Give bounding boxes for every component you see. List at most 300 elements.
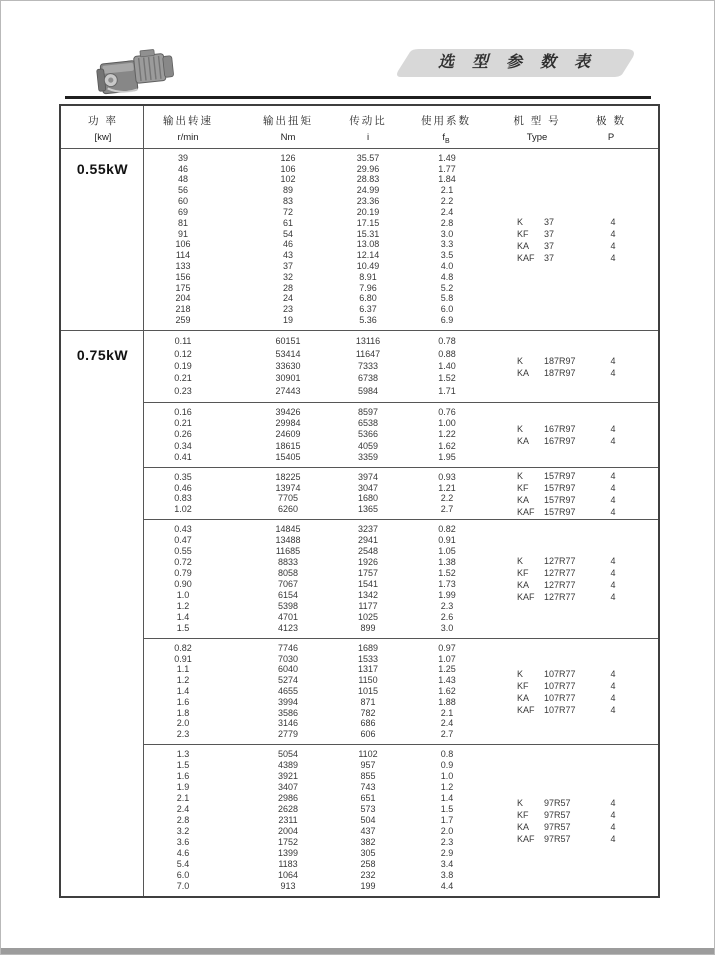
speed-cell: 0.34 bbox=[174, 440, 192, 451]
ratio-cell: 6738 bbox=[357, 373, 379, 384]
model-code: 187R97 bbox=[544, 367, 576, 378]
service-factor-cell: 0.78 bbox=[438, 336, 456, 347]
model-prefix: KAF bbox=[517, 252, 535, 263]
service-factor-cell: 2.1 bbox=[440, 185, 454, 196]
model-code: 127R77 bbox=[544, 556, 576, 566]
service-factor-cell: 1.0 bbox=[440, 771, 454, 781]
speed-cell: 1.1 bbox=[176, 664, 190, 675]
model-code: 157R97 bbox=[544, 482, 576, 493]
model-code: 97R57 bbox=[544, 809, 571, 820]
service-factor-cell: 1.43 bbox=[438, 675, 456, 686]
model-prefix: KF bbox=[517, 680, 529, 691]
footer-bar bbox=[1, 948, 714, 954]
model-row bbox=[517, 494, 662, 506]
header-rule bbox=[65, 96, 651, 99]
speed-cell: 46 bbox=[177, 163, 189, 174]
torque-cell: 18225 bbox=[275, 471, 301, 482]
ratio-cell: 6538 bbox=[357, 418, 379, 429]
ratio-cell: 1757 bbox=[357, 568, 379, 578]
poles-value: 4 bbox=[610, 482, 616, 493]
torque-cell: 46 bbox=[282, 239, 294, 250]
header-torque-zh: 输出扭矩 bbox=[263, 115, 313, 127]
ratio-cell: 957 bbox=[360, 760, 376, 770]
speed-cell: 1.9 bbox=[176, 782, 190, 792]
speed-cell: 39 bbox=[177, 152, 189, 163]
poles-value: 4 bbox=[610, 216, 616, 227]
ratio-cell: 15.31 bbox=[356, 228, 380, 239]
ratio-cell: 3359 bbox=[357, 451, 379, 462]
torque-cell: 7705 bbox=[277, 493, 299, 504]
torque-cell: 19 bbox=[282, 315, 294, 325]
speed-cell: 0.35 bbox=[174, 471, 192, 482]
service-factor-cell: 0.76 bbox=[438, 407, 456, 418]
ratio-cell: 258 bbox=[360, 859, 376, 869]
torque-cell: 8058 bbox=[277, 568, 299, 578]
model-code: 107R77 bbox=[544, 668, 576, 679]
model-row bbox=[517, 797, 662, 809]
speed-cell: 1.2 bbox=[176, 601, 190, 611]
torque-cell: 18615 bbox=[275, 440, 301, 451]
poles-value: 4 bbox=[610, 494, 616, 505]
speed-cell: 3.2 bbox=[176, 826, 190, 836]
model-list bbox=[517, 745, 662, 896]
speed-cell: 1.5 bbox=[176, 623, 190, 633]
model-prefix: KAF bbox=[517, 833, 535, 844]
torque-cell: 3407 bbox=[277, 782, 299, 792]
service-factor-cell: 0.91 bbox=[438, 535, 456, 545]
model-code: 97R57 bbox=[544, 821, 571, 832]
service-factor-cell: 2.2 bbox=[440, 493, 454, 504]
header-cell-speed bbox=[163, 113, 213, 143]
service-factor-cell: 1.77 bbox=[438, 163, 456, 174]
torque-cell: 15405 bbox=[275, 451, 301, 462]
speed-cell: 1.5 bbox=[176, 760, 190, 770]
service-factor-cell: 0.93 bbox=[438, 471, 456, 482]
model-code: 37 bbox=[544, 228, 555, 239]
torque-cell: 5054 bbox=[277, 749, 299, 759]
ratio-cell: 11647 bbox=[355, 348, 381, 359]
service-factor-cell: 6.0 bbox=[440, 304, 454, 315]
poles-value: 4 bbox=[610, 809, 616, 820]
ratio-cell: 8.91 bbox=[359, 271, 377, 282]
poles-value: 4 bbox=[610, 797, 616, 808]
speed-cell: 133 bbox=[175, 260, 191, 271]
torque-cell: 6040 bbox=[277, 664, 299, 675]
model-code: 37 bbox=[544, 216, 555, 227]
model-row bbox=[517, 591, 662, 603]
torque-cell: 14845 bbox=[275, 524, 301, 534]
header-poles-unit: P bbox=[607, 132, 615, 143]
speed-cell: 1.2 bbox=[176, 675, 190, 686]
ratio-cell: 1541 bbox=[357, 579, 379, 589]
speed-cell: 0.91 bbox=[174, 653, 192, 664]
speed-cell: 0.43 bbox=[174, 524, 192, 534]
ratio-block bbox=[144, 149, 658, 330]
speed-cell: 2.3 bbox=[176, 729, 190, 740]
model-prefix: KA bbox=[517, 580, 530, 590]
header-type-unit: Type bbox=[526, 132, 548, 143]
ratio-cell: 899 bbox=[360, 623, 376, 633]
ratio-cell: 1533 bbox=[357, 653, 379, 664]
model-code: 97R57 bbox=[544, 833, 571, 844]
speed-cell: 2.4 bbox=[176, 804, 190, 814]
model-prefix: KAF bbox=[517, 592, 535, 602]
speed-cell: 0.21 bbox=[174, 418, 192, 429]
speed-cell: 1.02 bbox=[174, 504, 192, 515]
model-code: 157R97 bbox=[544, 506, 576, 517]
speed-cell: 0.23 bbox=[174, 385, 192, 396]
torque-cell: 7030 bbox=[277, 653, 299, 664]
ratio-cell: 1689 bbox=[357, 642, 379, 653]
ratio-cell: 1926 bbox=[357, 557, 379, 567]
speed-cell: 2.1 bbox=[176, 793, 190, 803]
model-list bbox=[517, 403, 662, 467]
service-factor-cell: 4.8 bbox=[440, 271, 454, 282]
model-prefix: KF bbox=[517, 482, 529, 493]
speed-cell: 114 bbox=[175, 250, 191, 261]
header-factor-symbol: $f_B$ bbox=[442, 132, 450, 145]
torque-cell: 39426 bbox=[275, 407, 301, 418]
service-factor-cell: 2.1 bbox=[440, 707, 454, 718]
torque-cell: 72 bbox=[282, 206, 294, 217]
service-factor-cell: 2.0 bbox=[440, 826, 454, 836]
torque-cell: 1399 bbox=[277, 848, 299, 858]
header-cell-ratio bbox=[349, 113, 387, 143]
torque-cell: 37 bbox=[282, 260, 294, 271]
poles-value: 4 bbox=[610, 470, 616, 481]
ratio-cell: 199 bbox=[360, 881, 376, 891]
ratio-cell: 7333 bbox=[357, 360, 379, 371]
ratio-cell: 1025 bbox=[357, 612, 379, 622]
model-row bbox=[517, 821, 662, 833]
model-prefix: K bbox=[517, 797, 524, 808]
speed-cell: 0.11 bbox=[174, 336, 192, 347]
model-row bbox=[517, 482, 662, 494]
service-factor-cell: 5.2 bbox=[440, 282, 454, 293]
torque-cell: 4701 bbox=[277, 612, 299, 622]
torque-cell: 7067 bbox=[277, 579, 299, 589]
service-factor-cell: 4.0 bbox=[440, 260, 454, 271]
speed-cell: 48 bbox=[177, 174, 189, 185]
torque-cell: 43 bbox=[282, 250, 294, 261]
service-factor-cell: 3.0 bbox=[440, 623, 454, 633]
ratio-cell: 12.14 bbox=[356, 250, 380, 261]
speed-cell: 204 bbox=[175, 293, 191, 304]
speed-cell: 3.6 bbox=[176, 837, 190, 847]
ratio-cell: 1177 bbox=[358, 601, 378, 611]
model-row bbox=[517, 555, 662, 567]
speed-cell: 7.0 bbox=[176, 881, 190, 891]
service-factor-cell: 6.9 bbox=[440, 315, 454, 325]
torque-cell: 126 bbox=[280, 152, 296, 163]
header-torque-unit: Nm bbox=[280, 132, 296, 143]
model-prefix: KAF bbox=[517, 704, 535, 715]
model-row bbox=[517, 704, 662, 716]
speed-cell: 1.4 bbox=[176, 685, 190, 696]
model-list bbox=[517, 149, 662, 330]
ratio-cell: 743 bbox=[360, 782, 376, 792]
ratio-cell: 686 bbox=[360, 718, 376, 729]
ratio-cell: 3047 bbox=[357, 482, 379, 493]
torque-cell: 1183 bbox=[278, 859, 298, 869]
model-prefix: K bbox=[517, 556, 524, 566]
poles-value: 4 bbox=[610, 240, 616, 251]
ratio-block bbox=[144, 638, 658, 744]
page-title: 选 型 参 数 表 bbox=[437, 54, 597, 71]
service-factor-cell: 0.97 bbox=[438, 642, 456, 653]
service-factor-cell: 1.25 bbox=[438, 664, 456, 675]
speed-cell: 0.90 bbox=[174, 579, 192, 589]
service-factor-cell: 2.3 bbox=[440, 601, 454, 611]
ratio-cell: 4059 bbox=[357, 440, 379, 451]
speed-cell: 156 bbox=[175, 271, 191, 282]
poles-value: 4 bbox=[610, 680, 616, 691]
model-row bbox=[517, 228, 662, 240]
speed-cell: 1.8 bbox=[176, 707, 190, 718]
title-banner bbox=[394, 48, 641, 79]
model-prefix: KA bbox=[517, 436, 530, 446]
model-row bbox=[517, 692, 662, 704]
gearmotor-icon bbox=[96, 45, 184, 97]
torque-cell: 24 bbox=[282, 293, 294, 304]
poles-value: 4 bbox=[610, 580, 616, 590]
poles-value: 4 bbox=[610, 228, 616, 239]
torque-cell: 2779 bbox=[277, 729, 299, 740]
service-factor-cell: 0.82 bbox=[438, 524, 456, 534]
ratio-cell: 232 bbox=[360, 870, 376, 880]
poles-value: 4 bbox=[610, 833, 616, 844]
speed-cell: 1.4 bbox=[176, 612, 190, 622]
torque-cell: 1064 bbox=[277, 870, 299, 880]
poles-value: 4 bbox=[610, 821, 616, 832]
poles-value: 4 bbox=[610, 367, 616, 378]
ratio-cell: 2548 bbox=[357, 546, 379, 556]
model-prefix: KA bbox=[517, 692, 530, 703]
header-cell-power bbox=[88, 113, 118, 143]
torque-cell: 4389 bbox=[277, 760, 299, 770]
model-list bbox=[517, 520, 662, 638]
model-code: 167R97 bbox=[544, 436, 576, 446]
speed-cell: 1.0 bbox=[176, 590, 190, 600]
ratio-cell: 3237 bbox=[357, 524, 379, 534]
service-factor-cell: 1.84 bbox=[438, 174, 456, 185]
ratio-cell: 1102 bbox=[358, 749, 378, 759]
ratio-cell: 871 bbox=[360, 696, 376, 707]
model-prefix: KF bbox=[517, 568, 529, 578]
ratio-cell: 1342 bbox=[357, 590, 379, 600]
service-factor-cell: 1.22 bbox=[438, 429, 456, 440]
gearmotor-logo-image bbox=[96, 45, 184, 97]
torque-cell: 27443 bbox=[275, 385, 301, 396]
speed-cell: 218 bbox=[175, 304, 191, 315]
model-prefix: KA bbox=[517, 367, 530, 378]
service-factor-cell: 2.9 bbox=[440, 848, 454, 858]
ratio-block bbox=[144, 402, 658, 467]
ratio-blocks bbox=[144, 149, 658, 330]
speed-cell: 0.82 bbox=[174, 642, 192, 653]
poles-value: 4 bbox=[610, 692, 616, 703]
table-body bbox=[61, 149, 658, 896]
model-row bbox=[517, 355, 662, 367]
service-factor-cell: 1.40 bbox=[438, 360, 456, 371]
speed-cell: 60 bbox=[177, 196, 189, 207]
model-row bbox=[517, 809, 662, 821]
service-factor-cell: 1.49 bbox=[438, 152, 456, 163]
model-row bbox=[517, 680, 662, 692]
poles-value: 4 bbox=[610, 506, 616, 517]
torque-cell: 23 bbox=[282, 304, 294, 315]
poles-value: 4 bbox=[610, 556, 616, 566]
ratio-cell: 5.36 bbox=[359, 315, 377, 325]
model-row bbox=[517, 579, 662, 591]
poles-value: 4 bbox=[610, 436, 616, 446]
ratio-cell: 437 bbox=[360, 826, 376, 836]
torque-cell: 83 bbox=[282, 196, 294, 207]
model-code: 127R77 bbox=[544, 580, 576, 590]
torque-cell: 5274 bbox=[277, 675, 299, 686]
ratio-cell: 17.15 bbox=[356, 217, 380, 228]
torque-cell: 1752 bbox=[277, 837, 299, 847]
model-prefix: KAF bbox=[517, 506, 535, 517]
speed-cell: 0.72 bbox=[174, 557, 192, 567]
model-code: 127R77 bbox=[544, 592, 576, 602]
speed-cell: 106 bbox=[175, 239, 191, 250]
header-power-unit: [kw] bbox=[94, 132, 112, 143]
ratio-cell: 8597 bbox=[357, 407, 379, 418]
ratio-cell: 35.57 bbox=[356, 152, 380, 163]
power-rating-label: 0.75kW bbox=[76, 347, 129, 363]
torque-cell: 2986 bbox=[277, 793, 299, 803]
ratio-cell: 6.37 bbox=[359, 304, 377, 315]
model-code: 37 bbox=[544, 240, 555, 251]
service-factor-cell: 3.5 bbox=[440, 250, 454, 261]
torque-cell: 89 bbox=[282, 185, 294, 196]
torque-cell: 13974 bbox=[275, 482, 301, 493]
service-factor-cell: 1.2 bbox=[440, 782, 454, 792]
service-factor-cell: 2.2 bbox=[440, 196, 454, 207]
model-code: 127R77 bbox=[544, 568, 576, 578]
power-section bbox=[61, 149, 658, 330]
speed-cell: 0.47 bbox=[174, 535, 192, 545]
ratio-cell: 782 bbox=[360, 707, 376, 718]
speed-cell: 0.26 bbox=[174, 429, 192, 440]
speed-cell: 6.0 bbox=[176, 870, 190, 880]
ratio-cell: 2941 bbox=[357, 535, 379, 545]
ratio-cell: 13116 bbox=[355, 336, 381, 347]
model-prefix: KA bbox=[517, 240, 530, 251]
ratio-cell: 1015 bbox=[357, 685, 379, 696]
poles-value: 4 bbox=[610, 424, 616, 434]
speed-cell: 69 bbox=[177, 206, 189, 217]
torque-cell: 106 bbox=[280, 163, 296, 174]
speed-cell: 0.12 bbox=[174, 348, 192, 359]
torque-cell: 61 bbox=[282, 217, 294, 228]
model-prefix: KF bbox=[517, 809, 529, 820]
torque-cell: 60151 bbox=[275, 336, 301, 347]
torque-cell: 13488 bbox=[275, 535, 301, 545]
service-factor-cell: 3.0 bbox=[440, 228, 454, 239]
ratio-block bbox=[144, 331, 658, 402]
ratio-cell: 651 bbox=[360, 793, 376, 803]
model-row bbox=[517, 240, 662, 252]
model-code: 37 bbox=[544, 252, 555, 263]
model-code: 97R57 bbox=[544, 797, 571, 808]
speed-cell: 0.79 bbox=[174, 568, 192, 578]
ratio-cell: 28.83 bbox=[356, 174, 380, 185]
torque-cell: 30901 bbox=[275, 373, 301, 384]
header-power-zh: 功 率 bbox=[88, 115, 118, 127]
service-factor-cell: 1.05 bbox=[438, 546, 456, 556]
ratio-cell: 606 bbox=[360, 729, 376, 740]
model-prefix: K bbox=[517, 424, 524, 434]
ratio-cell: 20.19 bbox=[356, 206, 380, 217]
torque-cell: 2004 bbox=[277, 826, 299, 836]
model-row bbox=[517, 668, 662, 680]
model-prefix: KF bbox=[517, 228, 529, 239]
service-factor-cell: 1.07 bbox=[438, 653, 456, 664]
torque-cell: 5398 bbox=[277, 601, 299, 611]
speed-cell: 1.3 bbox=[176, 749, 190, 759]
model-list bbox=[517, 639, 662, 744]
service-factor-cell: 2.8 bbox=[440, 217, 454, 228]
model-row bbox=[517, 367, 662, 379]
torque-cell: 6154 bbox=[277, 590, 299, 600]
service-factor-cell: 3.8 bbox=[440, 870, 454, 880]
ratio-cell: 23.36 bbox=[356, 196, 380, 207]
speed-cell: 2.8 bbox=[176, 815, 190, 825]
torque-cell: 3146 bbox=[277, 718, 299, 729]
service-factor-cell: 1.88 bbox=[438, 696, 456, 707]
model-prefix: K bbox=[517, 355, 524, 366]
model-row bbox=[517, 470, 662, 482]
torque-cell: 24609 bbox=[275, 429, 301, 440]
speed-cell: 259 bbox=[175, 315, 191, 325]
power-rating-label: 0.55kW bbox=[76, 161, 129, 177]
poles-value: 4 bbox=[610, 668, 616, 679]
service-factor-cell: 1.5 bbox=[440, 804, 454, 814]
header-type-zh: 机 型 号 bbox=[513, 115, 561, 127]
torque-cell: 2628 bbox=[277, 804, 299, 814]
power-cell bbox=[61, 331, 144, 896]
header-factor-zh: 使用系数 bbox=[421, 115, 471, 127]
speed-cell: 0.16 bbox=[174, 407, 192, 418]
speed-cell: 5.4 bbox=[176, 859, 190, 869]
service-factor-cell: 2.6 bbox=[440, 612, 454, 622]
torque-cell: 29984 bbox=[275, 418, 301, 429]
service-factor-cell: 3.3 bbox=[440, 239, 454, 250]
torque-cell: 53414 bbox=[275, 348, 301, 359]
model-prefix: K bbox=[517, 470, 524, 481]
service-factor-cell: 5.8 bbox=[440, 293, 454, 304]
ratio-cell: 7.96 bbox=[359, 282, 377, 293]
header-speed-unit: r/min bbox=[177, 132, 199, 143]
speed-cell: 0.83 bbox=[174, 493, 192, 504]
service-factor-cell: 1.00 bbox=[438, 418, 456, 429]
header-cell-torque bbox=[263, 113, 313, 143]
model-code: 157R97 bbox=[544, 494, 576, 505]
speed-cell: 81 bbox=[177, 217, 189, 228]
ratio-cell: 504 bbox=[360, 815, 376, 825]
model-row bbox=[517, 567, 662, 579]
torque-cell: 102 bbox=[280, 174, 296, 185]
service-factor-cell: 1.52 bbox=[438, 373, 456, 384]
torque-cell: 28 bbox=[282, 282, 294, 293]
model-row bbox=[517, 506, 662, 518]
service-factor-cell: 2.3 bbox=[440, 837, 454, 847]
speed-cell: 91 bbox=[177, 228, 189, 239]
torque-cell: 4123 bbox=[277, 623, 299, 633]
ratio-block bbox=[144, 467, 658, 519]
